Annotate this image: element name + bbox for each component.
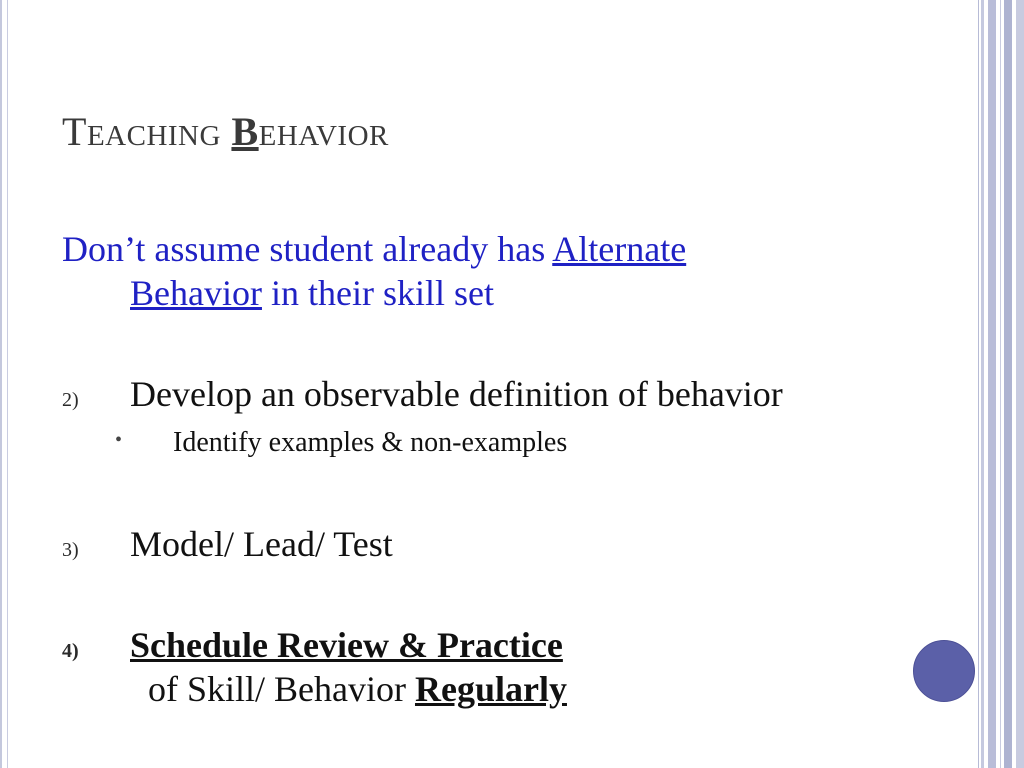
plain-text: of Skill/ Behavior xyxy=(130,669,415,709)
title-initial: T xyxy=(62,109,87,154)
list-number: 4) xyxy=(62,640,79,662)
emphasis-text: Regularly xyxy=(414,669,567,709)
slide-title xyxy=(62,108,389,155)
title-word-rest: EHAVIOR xyxy=(258,120,389,152)
decor-bar xyxy=(988,0,996,768)
left-border-line-inner xyxy=(7,0,8,768)
intro-paragraph xyxy=(62,227,922,315)
title-initial-underlined: B xyxy=(231,109,259,154)
behavior-link[interactable]: Behavior xyxy=(130,273,262,313)
left-border-line xyxy=(0,0,2,768)
list-item-text: Model/ Lead/ Test xyxy=(130,524,393,564)
decorative-circle xyxy=(913,640,975,702)
alternate-link[interactable]: Alternate xyxy=(552,229,687,269)
decor-bar xyxy=(981,0,984,768)
list-item-text xyxy=(130,623,930,711)
decor-bar xyxy=(1016,0,1024,768)
decor-bar xyxy=(1004,0,1012,768)
list-number: 3) xyxy=(62,539,79,561)
list-number: 2) xyxy=(62,389,79,411)
list-item-text: Develop an observable definition of behavior xyxy=(130,374,783,414)
emphasis-text: Schedule Review & Practice xyxy=(130,625,563,665)
sub-list-item-text: Identify examples & non-examples xyxy=(173,427,568,458)
intro-text: Don’t assume student already has xyxy=(62,229,553,269)
decor-bar xyxy=(978,0,979,768)
intro-text-end: in their skill set xyxy=(261,273,494,313)
bullet-icon: • xyxy=(115,429,123,451)
right-decorative-bars xyxy=(978,0,1024,768)
decor-bar xyxy=(1000,0,1001,768)
title-word-rest: EACHING xyxy=(86,120,221,152)
